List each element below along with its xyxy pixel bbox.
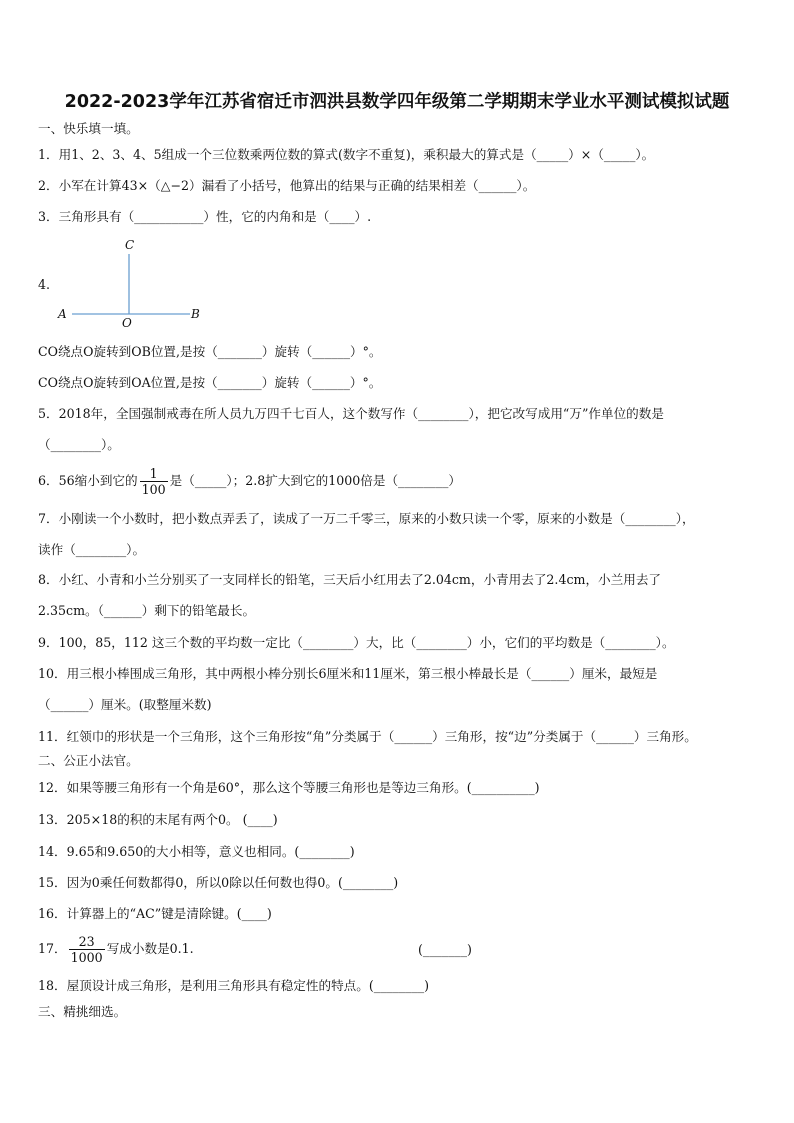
question-18: 18．屋顶设计成三角形，是利用三角形具有稳定性的特点。(________) bbox=[38, 978, 430, 993]
question-12: 12．如果等腰三角形有一个角是60°，那么这个等腰三角形也是等边三角形。(__________) bbox=[38, 780, 540, 795]
question-11: 11．红领巾的形状是一个三角形，这个三角形按“角”分类属于（______）三角形，按“边”分类属于（______）三角形。 bbox=[38, 729, 697, 744]
fraction-23-1000 bbox=[69, 934, 105, 965]
page-title: 2022-2023学年江苏省宿迁市泗洪县数学四年级第二学期期末学业水平测试模拟试题 bbox=[64, 92, 730, 112]
question-6-suffix: 是（_____）；2.8扩大到它的1000倍是（________） bbox=[169, 473, 462, 488]
question-16: 16．计算器上的“AC”键是清除键。(____) bbox=[38, 906, 272, 921]
section-heading-3: 三、精挑细选。 bbox=[38, 1004, 127, 1019]
fraction-denominator: 100 bbox=[141, 482, 166, 497]
section-heading-1: 一、快乐填一填。 bbox=[38, 121, 139, 136]
question-4b: CO绕点O旋转到OA位置,是按（_______）旋转（______）°。 bbox=[38, 375, 382, 390]
point-o-label: O bbox=[122, 316, 132, 330]
question-7-line2: 读作（________）。 bbox=[38, 542, 146, 557]
question-5-line1: 5．2018年，全国强制戒毒在所人员九万四千七百人，这个数写作（________），把它改写成用“万”作单位的数是 bbox=[38, 406, 664, 421]
point-b-label: B bbox=[191, 307, 200, 321]
question-4-number: 4. bbox=[38, 277, 51, 292]
question-2: 2．小军在计算43×（△−2）漏看了小括号，他算出的结果与正确的结果相差（______）。 bbox=[38, 178, 536, 193]
fraction-numerator: 1 bbox=[140, 466, 168, 482]
question-6 bbox=[38, 466, 461, 497]
fraction-numerator: 23 bbox=[69, 934, 105, 950]
question-17-suffix: 写成小数是0.1. bbox=[106, 941, 194, 956]
question-6-prefix: 6．56缩小到它的 bbox=[38, 473, 138, 488]
question-14: 14．9.65和9.650的大小相等，意义也相同。(________) bbox=[38, 844, 355, 859]
question-9: 9．100，85，112 这三个数的平均数一定比（________）大，比（________）小，它们的平均数是（________）。 bbox=[38, 635, 675, 650]
question-8-line2: 2.35cm。（______）剩下的铅笔最长。 bbox=[38, 603, 256, 618]
question-1: 1．用1、2、3、4、5组成一个三位数乘两位数的算式(数字不重复)，乘积最大的算式是（_____）×（_____）。 bbox=[38, 147, 655, 162]
question-17-prefix: 17． bbox=[38, 941, 67, 956]
fraction-denominator: 1000 bbox=[70, 950, 103, 965]
question-15: 15．因为0乘任何数都得0，所以0除以任何数也得0。(________) bbox=[38, 875, 399, 890]
fraction-1-100 bbox=[140, 466, 168, 497]
point-a-label: A bbox=[58, 307, 67, 321]
question-10-line2: （______）厘米。(取整厘米数) bbox=[38, 697, 212, 712]
question-7-line1: 7．小刚读一个小数时，把小数点弄丢了，读成了一万二千零三，原来的小数只读一个零，原来的小数是（________）， bbox=[38, 511, 695, 526]
question-5-line2: （________）。 bbox=[38, 437, 120, 452]
question-4a: CO绕点O旋转到OB位置,是按（_______）旋转（______）°。 bbox=[38, 344, 382, 359]
question-3: 3．三角形具有（___________）性，它的内角和是（____）. bbox=[38, 209, 372, 224]
section-heading-2: 二、公正小法官。 bbox=[38, 753, 139, 768]
question-10-line1: 10．用三根小棒围成三角形，其中两根小棒分别长6厘米和11厘米，第三根小棒最长是（______）厘米，最短是 bbox=[38, 666, 658, 681]
question-17 bbox=[38, 931, 194, 967]
question-17-answer-blank: (_______) bbox=[418, 942, 472, 957]
question-13: 13．205×18的积的末尾有两个0。 (____) bbox=[38, 812, 278, 827]
point-c-label: C bbox=[125, 238, 135, 252]
question-8-line1: 8．小红、小青和小兰分别买了一支同样长的铅笔，三天后小红用去了2.04cm，小青用去了2.4cm，小兰用去了 bbox=[38, 572, 662, 587]
